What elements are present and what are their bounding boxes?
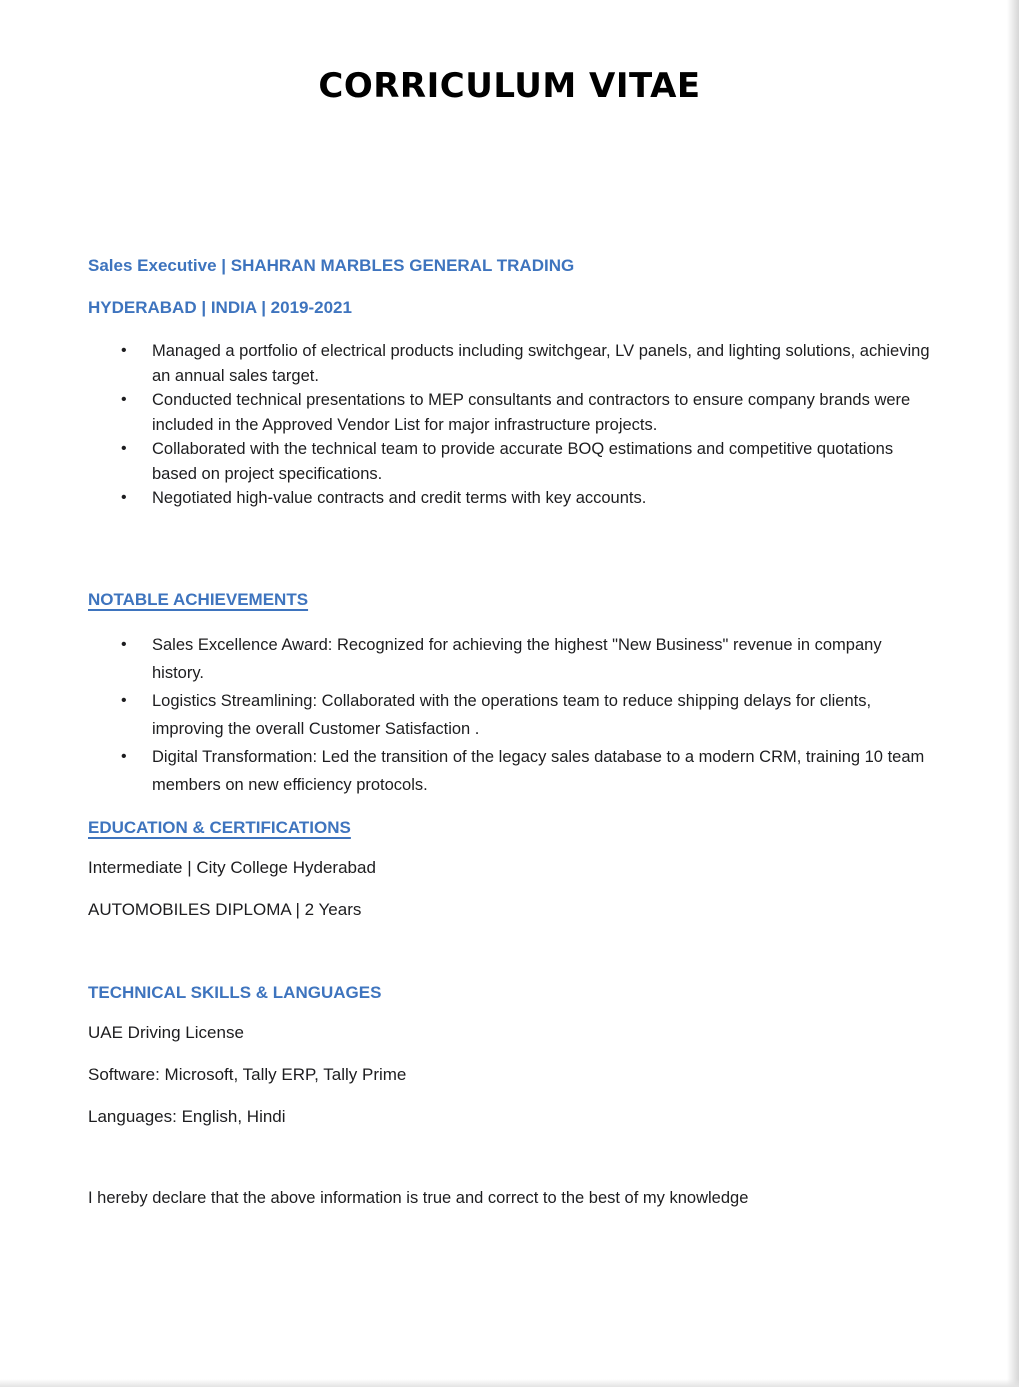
list-item: • Logistics Streamlining: Collaborated with the operations team to reduce shipping delays for clients, improving the overall Customer Satisfaction . — [88, 687, 931, 743]
list-item: • Collaborated with the technical team to provide accurate BOQ estimations and competitive quotations based on project specifications. — [88, 437, 931, 486]
achievements-heading: NOTABLE ACHIEVEMENTS — [88, 589, 309, 609]
list-item: • Conducted technical presentations to MEP consultants and contractors to ensure company brands were included in the Approved Vendor List for major infrastructure projects. — [88, 388, 931, 437]
list-item: • Managed a portfolio of electrical products including switchgear, LV panels, and lighting solutions, achieving an annual sales target. — [88, 339, 931, 388]
list-item: • Digital Transformation: Led the transition of the legacy sales database to a modern CRM, training 10 team members on new efficiency protocols. — [88, 743, 931, 799]
achievements-bullet-list — [88, 631, 931, 799]
experience-section — [88, 255, 931, 511]
experience-role-line: Sales Executive | SHAHRAN MARBLES GENERAL TRADING — [88, 256, 575, 275]
list-item: • Negotiated high-value contracts and credit terms with key accounts. — [88, 486, 931, 511]
skills-line: Languages: English, Hindi — [88, 1106, 286, 1126]
experience-bullet-list — [88, 339, 931, 511]
education-section — [88, 817, 931, 921]
skills-line: Software: Microsoft, Tally ERP, Tally Prime — [88, 1064, 407, 1084]
achievements-section — [88, 589, 931, 799]
skills-line: UAE Driving License — [88, 1022, 244, 1042]
list-item: • Sales Excellence Award: Recognized for achieving the highest "New Business" revenue in company history. — [88, 631, 931, 687]
education-line: AUTOMOBILES DIPLOMA | 2 Years — [88, 899, 362, 919]
declaration-line: I hereby declare that the above information is true and correct to the best of my knowledge — [88, 1188, 749, 1207]
education-heading: EDUCATION & CERTIFICATIONS — [88, 817, 351, 837]
skills-section — [88, 982, 931, 1128]
experience-location-line: HYDERABAD | INDIA | 2019-2021 — [88, 298, 352, 317]
education-line: Intermediate | City College Hyderabad — [88, 857, 376, 877]
skills-heading: TECHNICAL SKILLS & LANGUAGES — [88, 982, 382, 1002]
page-title: CORRICULUM VITAE — [318, 66, 701, 106]
